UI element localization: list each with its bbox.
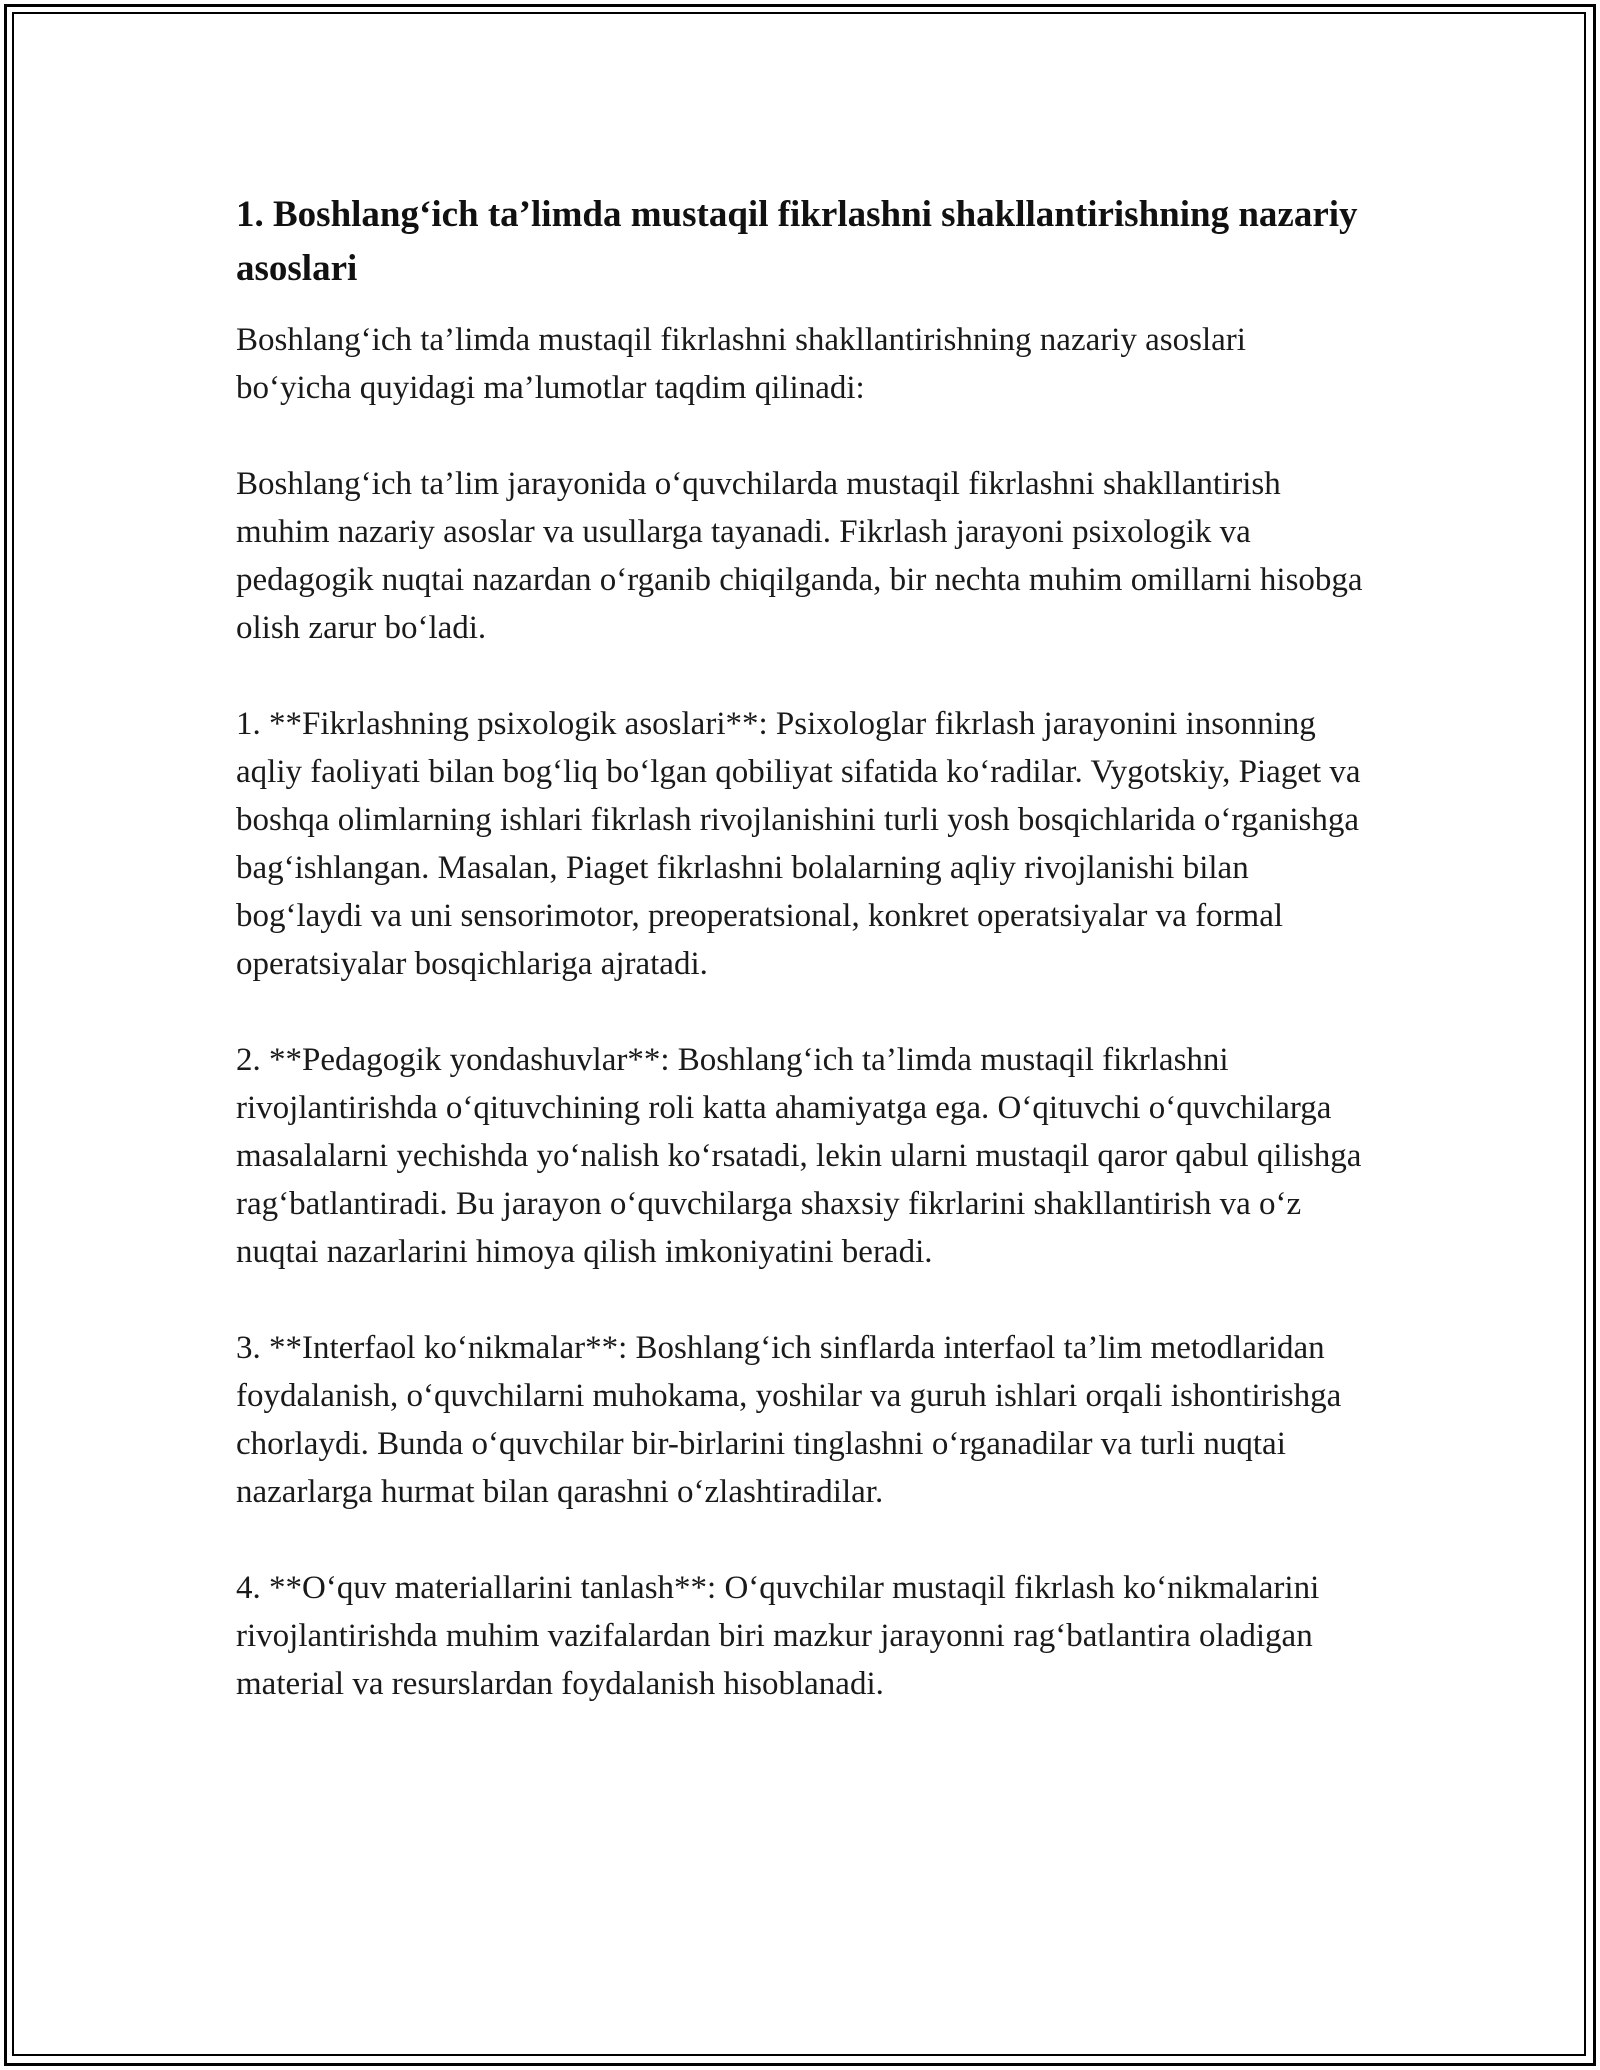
- section-title: 1. Boshlang‘ich ta’limda mustaqil fikrlashni shakllantirishning nazariy asoslari: [236, 194, 1358, 289]
- psychological-foundations-paragraph: 1. **Fikrlashning psixologik asoslari**: Psixologlar fikrlash jarayonini insonning aqliy faoliyati bilan bog‘liq bo‘lgan qobiliyat sifatida ko‘radilar. Vygotskiy, Piaget va boshqa olimlarning ishlari fikrlash rivojlanishini turli yosh bosqichlarida o‘rganishga bag‘ishlangan. Masalan, Piaget fikrlashni bolalarning aqliy rivojlanishi bilan bog‘laydi va uni sensorimotor, preoperatsional, konkret operatsiyalar va formal operatsiyalar bosqichlariga ajratadi.: [236, 706, 1361, 982]
- overview-paragraph: Boshlang‘ich ta’lim jarayonida o‘quvchilarda mustaqil fikrlashni shakllantirish muhim nazariy asoslar va usullarga tayanadi. Fikrlash jarayoni psixologik va pedagogik nuqtai nazardan o‘rganib chiqilganda, bir nechta muhim omillarni hisobga olish zarur bo‘ladi.: [236, 466, 1363, 646]
- document-body: [236, 188, 1366, 1708]
- learning-materials-paragraph: 4. **O‘quv materiallarini tanlash**: O‘quvchilar mustaqil fikrlash ko‘nikmalarini rivojlantirishda muhim vazifalardan biri mazkur jarayonni rag‘batlantira oladigan material va resurslardan foydalanish hisoblanadi.: [236, 1570, 1320, 1702]
- intro-paragraph: Boshlang‘ich ta’limda mustaqil fikrlashni shakllantirishning nazariy asoslari bo‘yicha quyidagi ma’lumotlar taqdim qilinadi:: [236, 322, 1246, 406]
- pedagogical-approaches-paragraph: 2. **Pedagogik yondashuvlar**: Boshlang‘ich ta’limda mustaqil fikrlashni rivojlantirishda o‘qituvchining roli katta ahamiyatga ega. O‘qituvchi o‘quvchilarga masalalarni yechishda yo‘nalish ko‘rsatadi, lekin ularni mustaqil qaror qabul qilishga rag‘batlantiradi. Bu jarayon o‘quvchilarga shaxsiy fikrlarini shakllantirish va o‘z nuqtai nazarlarini himoya qilish imkoniyatini beradi.: [236, 1042, 1362, 1270]
- interactive-skills-paragraph: 3. **Interfaol ko‘nikmalar**: Boshlang‘ich sinflarda interfaol ta’lim metodlaridan foydalanish, o‘quvchilarni muhokama, yoshilar va guruh ishlari orqali ishontirishga chorlaydi. Bunda o‘quvchilar bir-birlarini tinglashni o‘rganadilar va turli nuqtai nazarlarga hurmat bilan qarashni o‘zlashtiradilar.: [236, 1330, 1342, 1510]
